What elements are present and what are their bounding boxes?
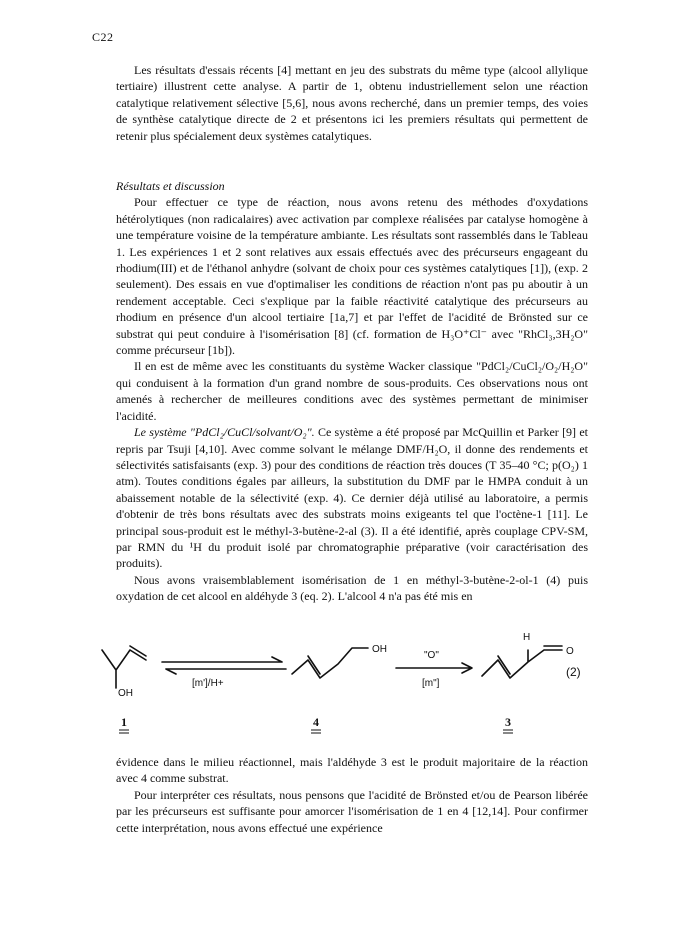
- paragraph-3: Il en est de même avec les constituants du système Wacker classique "PdCl₂/CuCl₂/O₂/H₂O" qui conduisent à la formation d'un grand nombre de sous-produits. Ces observations nous ont amenés à rechercher de meilleures conditions avec des systèmes permettant de minimiser l'acidité.: [116, 359, 588, 423]
- arrow-2-top-label: "O": [424, 650, 439, 661]
- arrow-2-bottom-label: [m"]: [422, 678, 440, 689]
- compound-1-skeleton: [102, 646, 146, 688]
- h-label: H: [523, 632, 531, 643]
- compound-4-skeleton: [292, 648, 368, 678]
- paragraph-4: [116, 424, 588, 572]
- paragraph-4-body: Ce système a été proposé par McQuillin et Parker [9] et repris par Tsuji [4,10]. Avec comme solvant le mélange DMF/H₂O, il donne des rendements et sélectivités satisfaisants (exp. 3) pour des conditions de réaction très douces (T 35–40 °C; p(O₂) 1 atm). Toutes conditions égales par ailleurs, la substitution du DMF par le HMPA conduit à un abaissement notable de la sélectivité (exp. 4). Ce dernier déjà utilisé au laboratoire, a permis d'obtenir de très bons résultats avec des substrats moins exigeants tel que l'octène-1 [11]. Le principal sous-produit est le méthyl-3-butène-2-al (3). Il a été identifié, après couplage CPV-SM, par RMN du ¹H du produit isolé par chromatographie préparative (voir caractérisation des produits).: [116, 425, 588, 571]
- paragraph-1: Les résultats d'essais récents [4] mettant en jeu des substrats du même type (alcool allylique tertiaire) illustrent cette analyse. A partir de 1, obtenu industriellement selon une réaction catalytique relativement sélective [5,6], nous avons recherché, dans un premier temps, des voies de synthèse catalytique directe de 2 et présentons ici les premiers résultats qui permettent de retenir plus spécialement deux systèmes catalytiques.: [116, 63, 588, 143]
- paragraph-5: Nous avons vraisemblablement isomérisation de 1 en méthyl-3-butène-2-ol-1 (4) puis oxydation de cet alcool en aldéhyde 3 (eq. 2). L'alcool 4 n'a pas été mis en: [116, 572, 588, 604]
- compound-3-skeleton: [482, 646, 562, 678]
- underline-3: [503, 730, 513, 733]
- equilibrium-arrow-back: [166, 669, 286, 674]
- page-number: C22: [92, 30, 114, 44]
- arrow-1-label: [m']/H+: [192, 678, 224, 689]
- scheme-svg: [96, 628, 596, 746]
- oh-label-compound-4: OH: [372, 644, 387, 655]
- paragraph-7: Pour interpréter ces résultats, nous pensons que l'acidité de Brönsted et/ou de Pearson libérée par les précurseurs est suffisante pour amorcer l'isomérisation de 1 en 4 [12,14]. Pour confirmer cette interprétation, nous avons effectué une expérience: [116, 787, 588, 835]
- underline-1: [119, 730, 129, 733]
- results-section: [116, 178, 588, 605]
- compound-number-1: 1: [121, 715, 127, 729]
- o-label: O: [566, 646, 574, 657]
- paragraph-intro: [116, 62, 588, 144]
- underline-4: [311, 730, 321, 733]
- equilibrium-arrow-forward: [162, 657, 282, 662]
- section-heading: Résultats et discussion: [116, 179, 225, 193]
- equation-number: (2): [566, 665, 581, 679]
- closing-section: [116, 754, 588, 836]
- compound-number-3: 3: [505, 715, 511, 729]
- compound-number-4: 4: [313, 715, 319, 729]
- oh-label-compound-1: OH: [118, 688, 133, 699]
- paragraph-6: évidence dans le milieu réactionnel, mais l'aldéhyde 3 est le produit majoritaire de la réaction avec 4 comme substrat.: [116, 755, 588, 786]
- reaction-scheme: [96, 628, 596, 746]
- paragraph-2: Pour effectuer ce type de réaction, nous avons retenu des méthodes d'oxydations hétérolytiques (non radicalaires) avec activation par complexe réalisées par catalyse homogène à une température voisine de la température ambiante. Les résultats sont rassemblés dans le Tableau 1. Les expériences 1 et 2 sont relatives aux essais effectués avec des précurseurs engageant du rhodium(III) et de l'éthanol anhydre (solvant de choix pour ces systèmes catalytiques [1]), (exp. 2 seulement). Des essais en vue d'optimaliser les conditions de réaction n'ont pas pu aboutir à un rendement acceptable. Ceci s'explique par la faible réactivité catalytique des précurseurs au rhodium en présence d'un alcool tertiaire [1a,7] et par l'effet de l'acidité de Brönsted sur ce substrat qui peut conduire à l'isomérisation [8] (cf. formation de H₃O⁺Cl⁻ avec "RhCl₃,3H₂O" comme précurseur [1b]).: [116, 195, 588, 358]
- oxidation-arrow: [396, 663, 472, 673]
- system-lead: Le système "PdCl₂/CuCl/solvant/O₂".: [134, 425, 315, 440]
